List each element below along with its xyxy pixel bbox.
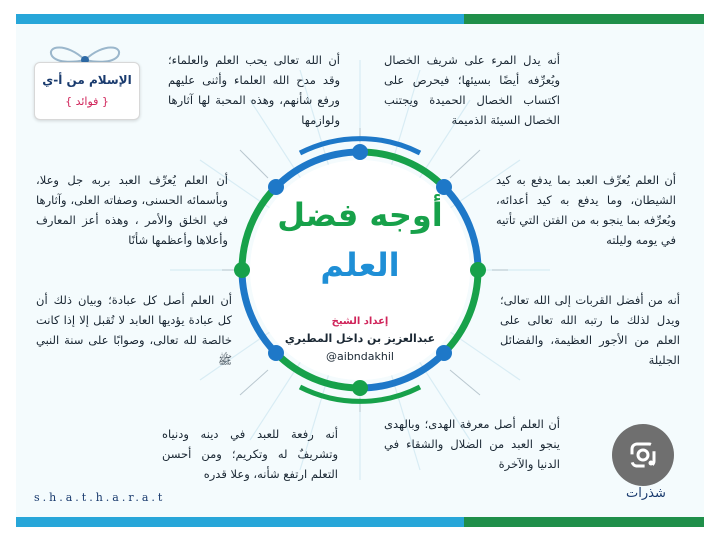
author-handle: @aibndakhil [326,350,394,363]
point-knowing-the-lord: أن العلم يُعرِّف العبد بربه جل وعلا، وبأسمائه الحسنى، وصفاته العلى، وآثارها في الخلق والأمر ، وهذه أعز المعارف وأعلاها وأعظمها شأنًا [36,173,228,247]
badge-title: الإسلام من أ-ي [42,73,132,87]
prepared-by-label: إعداد الشيخ [331,316,389,327]
camera-search-icon [612,424,674,486]
title-line-2: العلم [320,246,400,284]
badge-card [34,62,140,120]
footer-site-name: s.h.a.t.h.a.r.a.t [34,491,166,504]
point-basis-of-worship: أن العلم أصل كل عبادة؛ وبيان ذلك أن كل عبادة يؤديها العابد لا تُقبل إلا إذا كانت خالصة لله تعالى، وصوابًا على سنة النبي ﷺ [36,293,232,367]
point-repelling-satan: أن العلم يُعرِّف العبد بما يدفع به كيد الشيطان، وما يدفع به كيد أعدائه، ويُعرِّفه بما ينجو به من الفتن التي تأتيه في يومه وليلته [496,173,676,247]
point-noble-traits: أنه يدل المرء على شريف الخصال ويُعرِّفه أيضًا بسيئها؛ فيحرص على اكتساب الخصال الحميدة ويجتنب الخصال السيئة الذميمة [384,53,560,127]
author-name: عبدالعزيز بن داخل المطيري [284,332,436,345]
title-line-1: أوجه فضل [277,196,443,234]
point-best-deeds: أنه من أفضل القربات إلى الله تعالى؛ ويدل لذلك ما رتبه الله تعالى على العلم من الأجور العظيمة، والفضائل الجليلة [500,293,680,367]
point-love-of-knowledge: أن الله تعالى يحب العلم والعلماء؛ وقد مدح الله العلماء وأثنى عليهم ورفع شأنهم، وهذه المحبة لها آثارها ولوازمها [168,53,340,127]
point-elevation: أنه رفعة للعبد في دينه ودنياه وتشريفٌ له وتكريم؛ ومن أحسن التعلم ارتفع شأنه، وعلا قدره [162,427,338,481]
image-search-button[interactable] [612,424,674,486]
series-badge [26,38,144,134]
badge-subtitle: { فوائد } [65,95,109,108]
footer-brand: شذرات [626,486,666,501]
point-guidance: أن العلم أصل معرفة الهدى؛ وبالهدى ينجو العبد من الضلال والشقاء في الدنيا والآخرة [384,417,560,471]
